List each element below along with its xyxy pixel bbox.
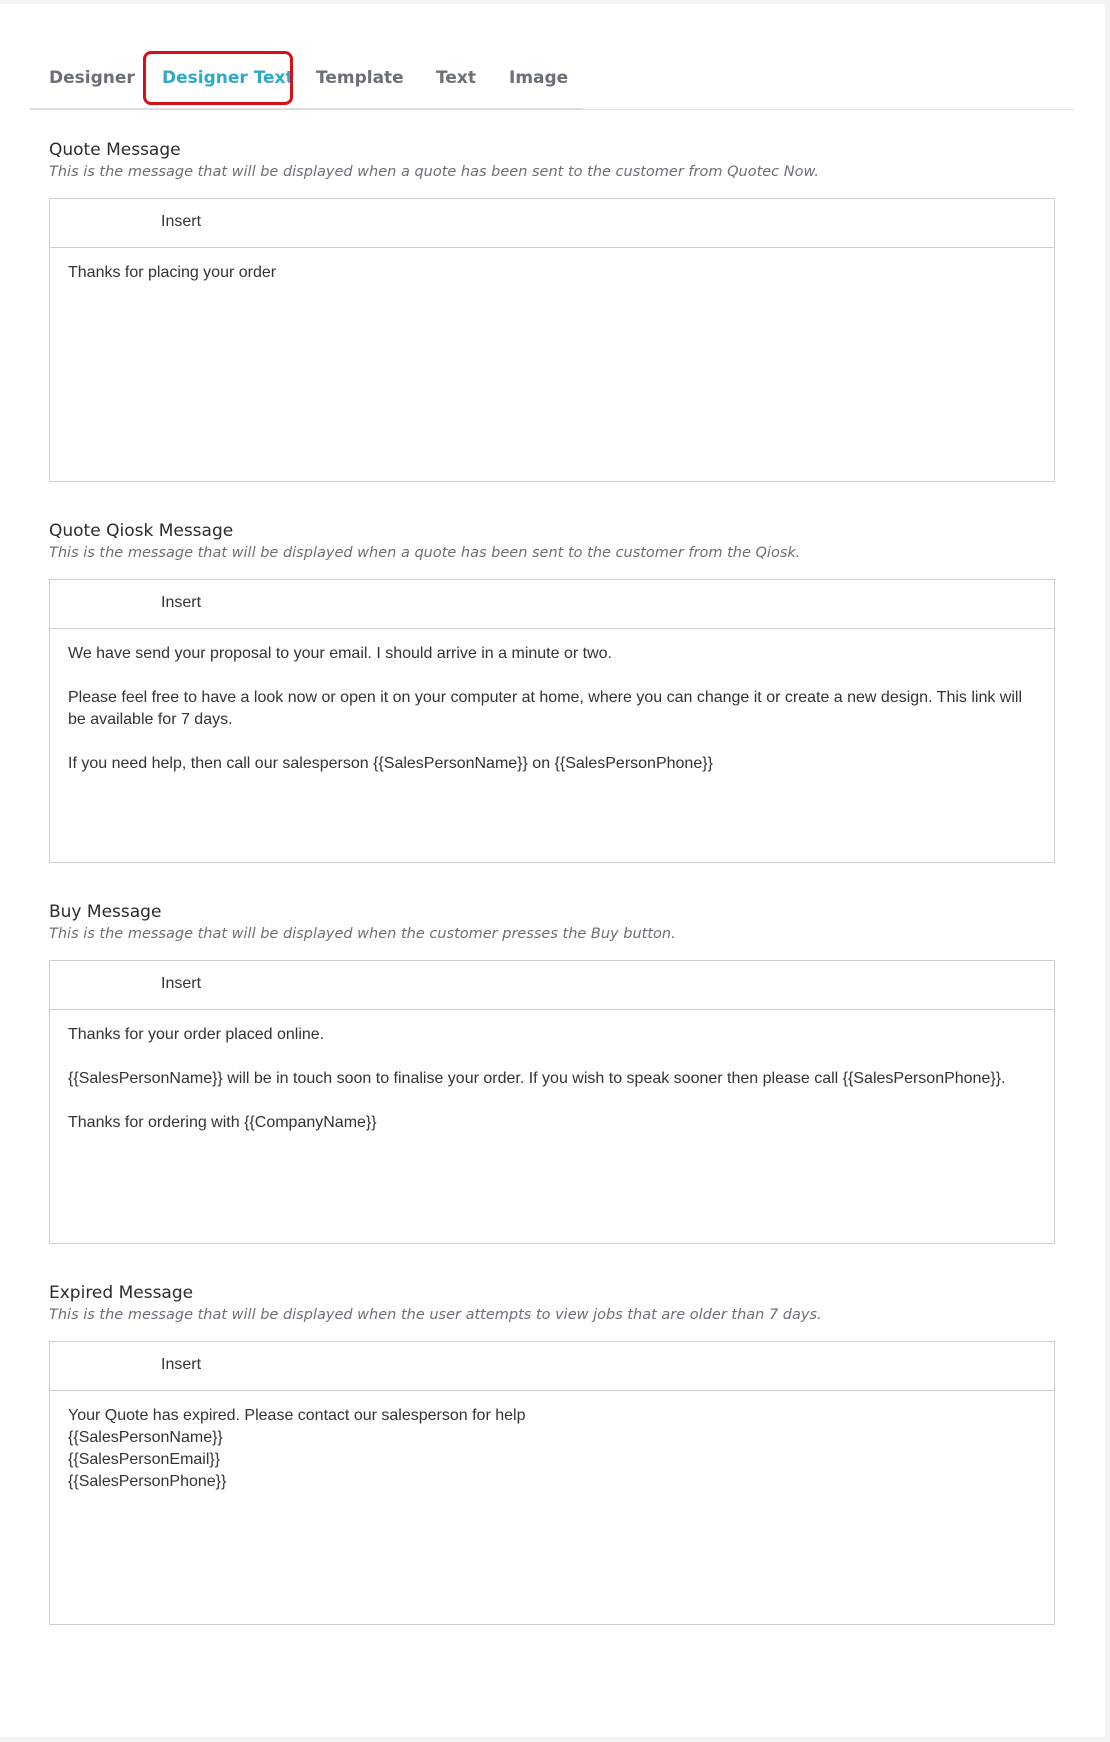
tab-text[interactable]: Text	[436, 68, 476, 88]
quote-message-editor	[49, 198, 1055, 482]
editor-toolbar	[50, 580, 1054, 629]
settings-page	[0, 4, 1105, 1737]
editor-line: {{SalesPersonEmail}}	[68, 1451, 221, 1468]
editor-toolbar	[50, 1342, 1054, 1391]
editor-paragraph: Please feel free to have a look now or open it on your computer at home, where you can change it or create a new design. This link will be available for 7 days.	[68, 689, 1023, 728]
buy-message-text-area[interactable]	[50, 1010, 1054, 1134]
section-title: Expired Message	[49, 1283, 194, 1303]
editor-line: {{SalesPersonName}}	[68, 1429, 223, 1446]
section-title: Quote Message	[49, 140, 181, 160]
tab-bar-underline	[30, 108, 583, 110]
insert-menu-button[interactable]: Insert	[161, 1356, 202, 1373]
insert-menu-button[interactable]: Insert	[161, 594, 202, 611]
editor-toolbar	[50, 199, 1054, 248]
expired-message-editor	[49, 1341, 1055, 1625]
insert-menu-button[interactable]: Insert	[161, 213, 202, 230]
editor-paragraph: Thanks for your order placed online.	[68, 1026, 325, 1043]
section-title: Buy Message	[49, 902, 162, 922]
insert-menu-button[interactable]: Insert	[161, 975, 202, 992]
buy-message-editor	[49, 960, 1055, 1244]
editor-toolbar	[50, 961, 1054, 1010]
section-description: This is the message that will be displayed when a quote has been sent to the customer from the Qiosk.	[49, 545, 801, 561]
tab-bar	[30, 50, 1074, 110]
expired-message-text-area[interactable]	[50, 1391, 1054, 1493]
editor-paragraph: Thanks for placing your order	[68, 264, 277, 281]
tab-designer-text[interactable]: Designer Text	[162, 68, 294, 88]
editor-line: {{SalesPersonPhone}}	[68, 1473, 227, 1490]
editor-paragraph: If you need help, then call our salesperson {{SalesPersonName}} on {{SalesPersonPhone}}	[68, 755, 713, 772]
editor-line: Your Quote has expired. Please contact our salesperson for help	[68, 1407, 526, 1424]
quote-qiosk-message-text-area[interactable]	[50, 629, 1054, 775]
editor-paragraph: {{SalesPersonName}} will be in touch soon to finalise your order. If you wish to speak sooner then please call {{SalesPersonPhone}}.	[68, 1070, 1006, 1087]
editor-paragraph: Thanks for ordering with {{CompanyName}}	[68, 1114, 377, 1131]
section-description: This is the message that will be displayed when a quote has been sent to the customer from Quotec Now.	[49, 164, 820, 180]
section-description: This is the message that will be displayed when the customer presses the Buy button.	[49, 926, 676, 942]
tab-designer[interactable]: Designer	[49, 68, 135, 88]
editor-paragraph: We have send your proposal to your email. I should arrive in a minute or two.	[68, 645, 612, 662]
active-tab-highlight	[143, 51, 293, 105]
tab-image[interactable]: Image	[509, 68, 569, 88]
quote-qiosk-message-editor	[49, 579, 1055, 863]
section-title: Quote Qiosk Message	[49, 521, 234, 541]
tab-template[interactable]: Template	[316, 68, 404, 88]
section-description: This is the message that will be displayed when the user attempts to view jobs that are older than 7 days.	[49, 1307, 822, 1323]
quote-message-text-area[interactable]	[50, 248, 1054, 284]
